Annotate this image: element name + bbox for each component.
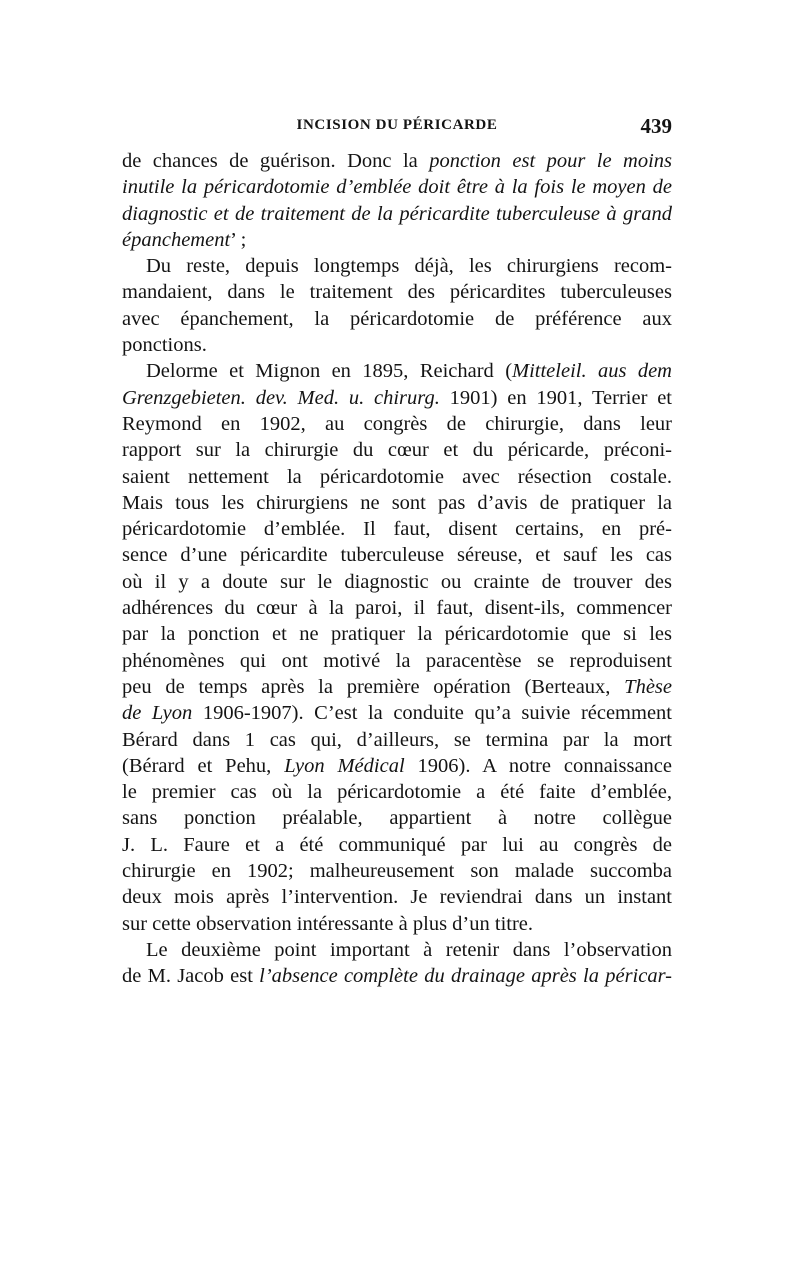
text-run: chirurgie en 1902; malheureusement son malade succomba: [122, 860, 672, 883]
text-run: avec épanchement, la péricardotomie de préférence aux: [122, 307, 672, 330]
text-run: mandaient, dans le traitement des péricardites tuberculeuses: [122, 281, 672, 304]
text-run: saient nettement la péricardotomie avec résection costale.: [122, 465, 672, 488]
text-line: [122, 490, 672, 516]
text-line: [122, 253, 672, 279]
text-run: phénomènes qui ont motivé la paracentèse se reproduisent: [122, 649, 672, 672]
text-line: [122, 753, 672, 779]
text-line: [122, 884, 672, 910]
text-line: [122, 227, 672, 253]
italic-text: Mitteleil. aus dem: [512, 360, 672, 383]
text-line: [122, 595, 672, 621]
text-line: [122, 174, 672, 200]
text-line: [122, 963, 672, 989]
text-line: [122, 727, 672, 753]
text-run: Delorme et Mignon en 1895, Reichard (: [146, 360, 513, 383]
text-line: [122, 516, 672, 542]
text-line: [122, 148, 672, 174]
text-run: où il y a doute sur le diagnostic ou crainte de trouver des: [122, 570, 672, 593]
text-line: [122, 201, 672, 227]
text-line: [122, 542, 672, 568]
italic-text: Lyon Médical: [284, 754, 405, 777]
running-head: [122, 114, 672, 139]
italic-text: l’absence complète du drainage après la péricar-: [259, 965, 672, 988]
running-title: INCISION DU PÉRICARDE: [296, 117, 498, 133]
text-line: [122, 832, 672, 858]
text-line: [122, 648, 672, 674]
text-line: [122, 937, 672, 963]
text-line: [122, 569, 672, 595]
text-run: ponctions.: [122, 334, 207, 357]
text-run: le premier cas où la péricardotomie a été faite d’emblée,: [122, 781, 672, 804]
text-run: sence d’une péricardite tuberculeuse séreuse, et sauf les cas: [122, 544, 672, 567]
text-line: [122, 621, 672, 647]
text-run: Le deuxième point important à retenir dans l’observation: [146, 938, 672, 961]
text-line: [122, 332, 672, 358]
text-run: péricardotomie d’emblée. Il faut, disent certains, en pré-: [122, 518, 672, 541]
text-run: 1901) en 1901, Terrier et: [439, 386, 672, 409]
italic-text: Grenzgebieten. dev. Med. u. chirurg.: [122, 386, 440, 409]
italic-text: diagnostic et de traitement de la péricardite tuberculeuse à grand: [122, 202, 672, 225]
text-line: [122, 911, 672, 937]
text-line: [122, 674, 672, 700]
text-run: peu de temps après la première opération (Berteaux,: [122, 675, 625, 698]
text-line: [122, 464, 672, 490]
text-run: Reymond en 1902, au congrès de chirurgie, dans leur: [122, 412, 672, 435]
text-run: de chances de guérison. Donc la: [122, 150, 430, 172]
italic-text: Thèse: [624, 675, 672, 698]
text-run: ’ ;: [230, 228, 247, 251]
text-line: [122, 411, 672, 437]
text-line: [122, 437, 672, 463]
text-line: [122, 805, 672, 831]
body-text: [122, 148, 672, 990]
text-line: [122, 306, 672, 332]
text-line: [122, 779, 672, 805]
text-line: [122, 358, 672, 384]
text-line: [122, 385, 672, 411]
text-run: de M. Jacob est: [122, 965, 260, 988]
text-run: sans ponction préalable, appartient à notre collègue: [122, 807, 672, 830]
text-line: [122, 279, 672, 305]
text-line: [122, 700, 672, 726]
text-run: (Bérard et Pehu,: [122, 754, 285, 777]
text-run: Bérard dans 1 cas qui, d’ailleurs, se termina par la mort: [122, 728, 672, 751]
text-run: sur cette observation intéressante à plus d’un titre.: [122, 912, 534, 935]
text-run: par la ponction et ne pratiquer la péricardotomie que si les: [122, 623, 672, 646]
text-run: 1906). A notre connaissance: [404, 754, 672, 777]
text-run: J. L. Faure et a été communiqué par lui au congrès de: [122, 833, 672, 856]
text-run: deux mois après l’intervention. Je reviendrai dans un instant: [122, 886, 672, 909]
text-run: 1906-1907). C’est la conduite qu’a suivie récemment: [192, 702, 672, 725]
italic-text: ponction est pour le moins: [429, 150, 672, 172]
text-run: Mais tous les chirurgiens ne sont pas d’avis de pratiquer la: [122, 491, 672, 514]
page-number: 439: [640, 114, 672, 138]
italic-text: de Lyon: [122, 702, 193, 725]
italic-text: épanchement: [122, 228, 231, 251]
text-run: adhérences du cœur à la paroi, il faut, disent-ils, commencer: [122, 597, 672, 620]
text-run: Du reste, depuis longtemps déjà, les chirurgiens recom-: [146, 255, 672, 278]
italic-text: inutile la péricardotomie d’emblée doit être à la fois le moyen de: [122, 176, 672, 199]
text-line: [122, 858, 672, 884]
text-run: rapport sur la chirurgie du cœur et du péricarde, préconi-: [122, 439, 672, 462]
